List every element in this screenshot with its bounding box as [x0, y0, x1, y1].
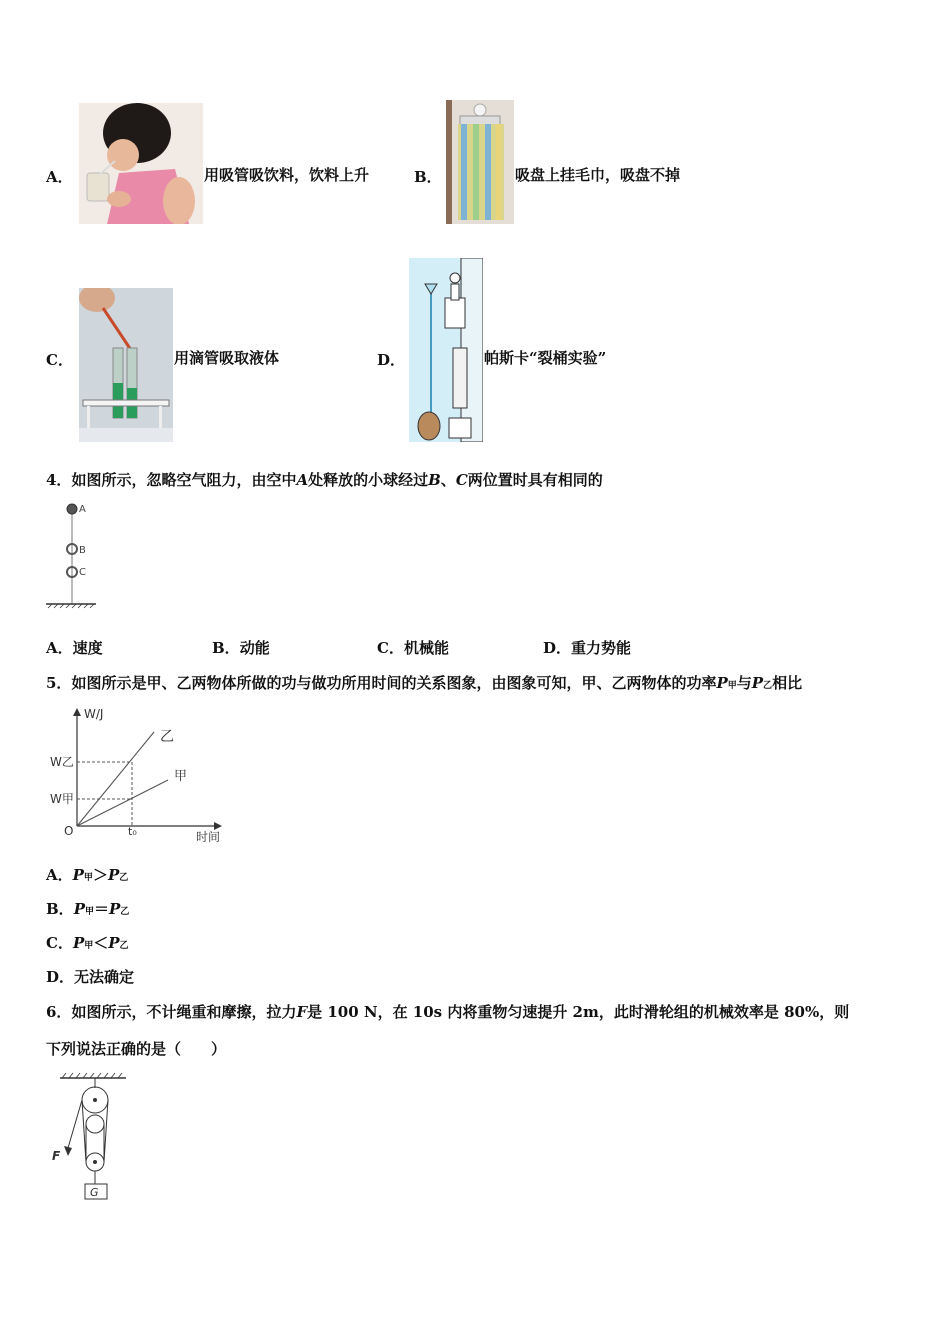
option-d-caption: 帕斯卡“裂桶实验” — [484, 349, 607, 367]
q5-option-b-s1: 甲 — [84, 907, 94, 917]
dropper-photo — [79, 288, 173, 442]
q4-option-b[interactable] — [212, 639, 270, 657]
line-jia — [77, 780, 168, 826]
option-c-caption: 用滴管吸取液体 — [174, 349, 280, 367]
q4-option-b-text: 动能 — [239, 639, 270, 657]
question-6-number: 6． — [46, 1003, 72, 1021]
option-b-caption: 吸盘上挂毛巾，吸盘不掉 — [515, 166, 681, 184]
w-jia-label: W甲 — [50, 792, 74, 806]
drinking-straw-photo — [79, 103, 203, 224]
q5-option-b-label: B． — [46, 900, 74, 918]
q5-option-b-p2: P — [109, 900, 121, 918]
q5-option-a-p1: P — [72, 866, 84, 884]
q5-option-c-p2: P — [108, 934, 120, 952]
falling-ball-figure — [44, 498, 104, 610]
question-4-stem — [46, 471, 603, 489]
line-yi-label: 乙 — [160, 729, 174, 745]
q5-option-a-p2: P — [107, 866, 120, 884]
question-5-text: 如图所示是甲、乙两物体所做的功与做功所用时间的关系图象，由图象可知，甲、乙两物体的功率 — [71, 674, 717, 692]
q4-option-c-text: 机械能 — [403, 639, 449, 657]
q4-option-a-text: 速度 — [72, 639, 103, 657]
option-d-label: D． — [377, 351, 406, 369]
question-5-number: 5． — [46, 674, 72, 692]
q5-option-d-text: 无法确定 — [74, 968, 135, 986]
line-jia-label: 甲 — [174, 769, 188, 784]
question-5-stem — [46, 674, 802, 695]
q5-option-c-p1: P — [72, 934, 85, 952]
q5-option-a-s2: 乙 — [119, 873, 129, 883]
fixed-pulley-axle — [93, 1098, 97, 1102]
question-4-sep: 、 — [440, 471, 456, 489]
w-yi-label: W乙 — [50, 755, 74, 769]
question-5-tail: 相比 — [772, 674, 803, 692]
q4-option-b-label: B． — [212, 639, 240, 657]
pascal-barrel-photo — [409, 258, 483, 442]
question-5-p-yi: P — [751, 674, 764, 692]
question-5-sub-jia: 甲 — [727, 681, 737, 691]
option-b-label: B． — [414, 168, 442, 186]
point-a-label: A — [79, 504, 86, 515]
q4-option-c[interactable] — [377, 639, 449, 657]
q4-option-c-label: C． — [377, 639, 404, 657]
q5-option-c-s2: 乙 — [119, 941, 129, 951]
question-4-number: 4． — [46, 471, 72, 489]
q4-option-a[interactable] — [46, 639, 103, 657]
question-4-text-b: 处释放的小球经过 — [308, 471, 429, 489]
option-a-label: A． — [46, 168, 73, 186]
question-4-var-a: A — [296, 471, 309, 489]
question-4-var-c: C — [455, 471, 468, 489]
question-6-text-b: 是 100 N，在 10s 内将重物匀速提升 2m，此时滑轮组的机械效率是 80%，则 — [307, 1003, 850, 1021]
y-axis-label: W/J — [84, 707, 104, 721]
pulley-system-figure — [48, 1070, 132, 1204]
question-6-var-f: F — [296, 1003, 308, 1021]
t0-label: t₀ — [128, 825, 137, 838]
q5-option-c[interactable] — [46, 934, 129, 955]
force-arrow-icon — [64, 1146, 72, 1156]
question-5-conj: 与 — [736, 674, 752, 692]
towel-suction-cup-photo — [446, 100, 514, 224]
q5-option-c-s1: 甲 — [84, 941, 94, 951]
question-6-stem — [46, 1003, 849, 1021]
q5-option-a-op: ＞ — [92, 866, 108, 884]
q5-option-c-label: C． — [46, 934, 73, 952]
q5-option-b-s2: 乙 — [120, 907, 130, 917]
y-axis-arrow-icon — [73, 708, 81, 716]
pull-rope — [68, 1100, 82, 1148]
line-yi — [77, 732, 154, 826]
weight-label: G — [90, 1186, 99, 1199]
point-c-label: C — [79, 567, 86, 578]
q4-option-d-label: D． — [543, 639, 572, 657]
question-5-p-jia: P — [716, 674, 728, 692]
q5-option-a-label: A． — [46, 866, 73, 884]
q5-option-d-label: D． — [46, 968, 75, 986]
question-4-text-a: 如图所示，忽略空气阻力，由空中 — [71, 471, 297, 489]
question-6-text-a: 如图所示，不计绳重和摩擦，拉力 — [71, 1003, 297, 1021]
question-6-line2: 下列说法正确的是（ ） — [46, 1040, 227, 1058]
question-4-var-b: B — [428, 471, 441, 489]
q4-option-d[interactable] — [543, 639, 631, 657]
question-4-text-c: 两位置时具有相同的 — [467, 471, 603, 489]
q5-option-b[interactable] — [46, 900, 129, 921]
fixed-pulley-small — [86, 1115, 104, 1133]
q4-option-d-text: 重力势能 — [571, 639, 632, 657]
force-label: F — [52, 1149, 61, 1163]
x-axis-arrow-icon — [214, 822, 222, 830]
x-axis-label: 时间 — [196, 830, 221, 844]
q4-option-a-label: A． — [46, 639, 73, 657]
ball-a-icon — [67, 504, 77, 514]
option-c-label: C． — [46, 351, 73, 369]
q5-option-d[interactable] — [46, 968, 134, 986]
option-a-caption: 用吸管吸饮料，饮料上升 — [204, 166, 370, 184]
work-time-graph — [46, 704, 236, 850]
q5-option-b-p1: P — [73, 900, 85, 918]
movable-pulley-axle — [93, 1160, 97, 1164]
q5-option-c-op: ＜ — [93, 934, 109, 952]
q5-option-a[interactable] — [46, 866, 128, 887]
q5-option-b-op: ＝ — [93, 900, 109, 918]
q5-option-a-s1: 甲 — [83, 873, 93, 883]
origin-label: O — [64, 824, 74, 838]
point-b-label: B — [79, 545, 86, 556]
question-5-sub-yi: 乙 — [763, 681, 773, 691]
